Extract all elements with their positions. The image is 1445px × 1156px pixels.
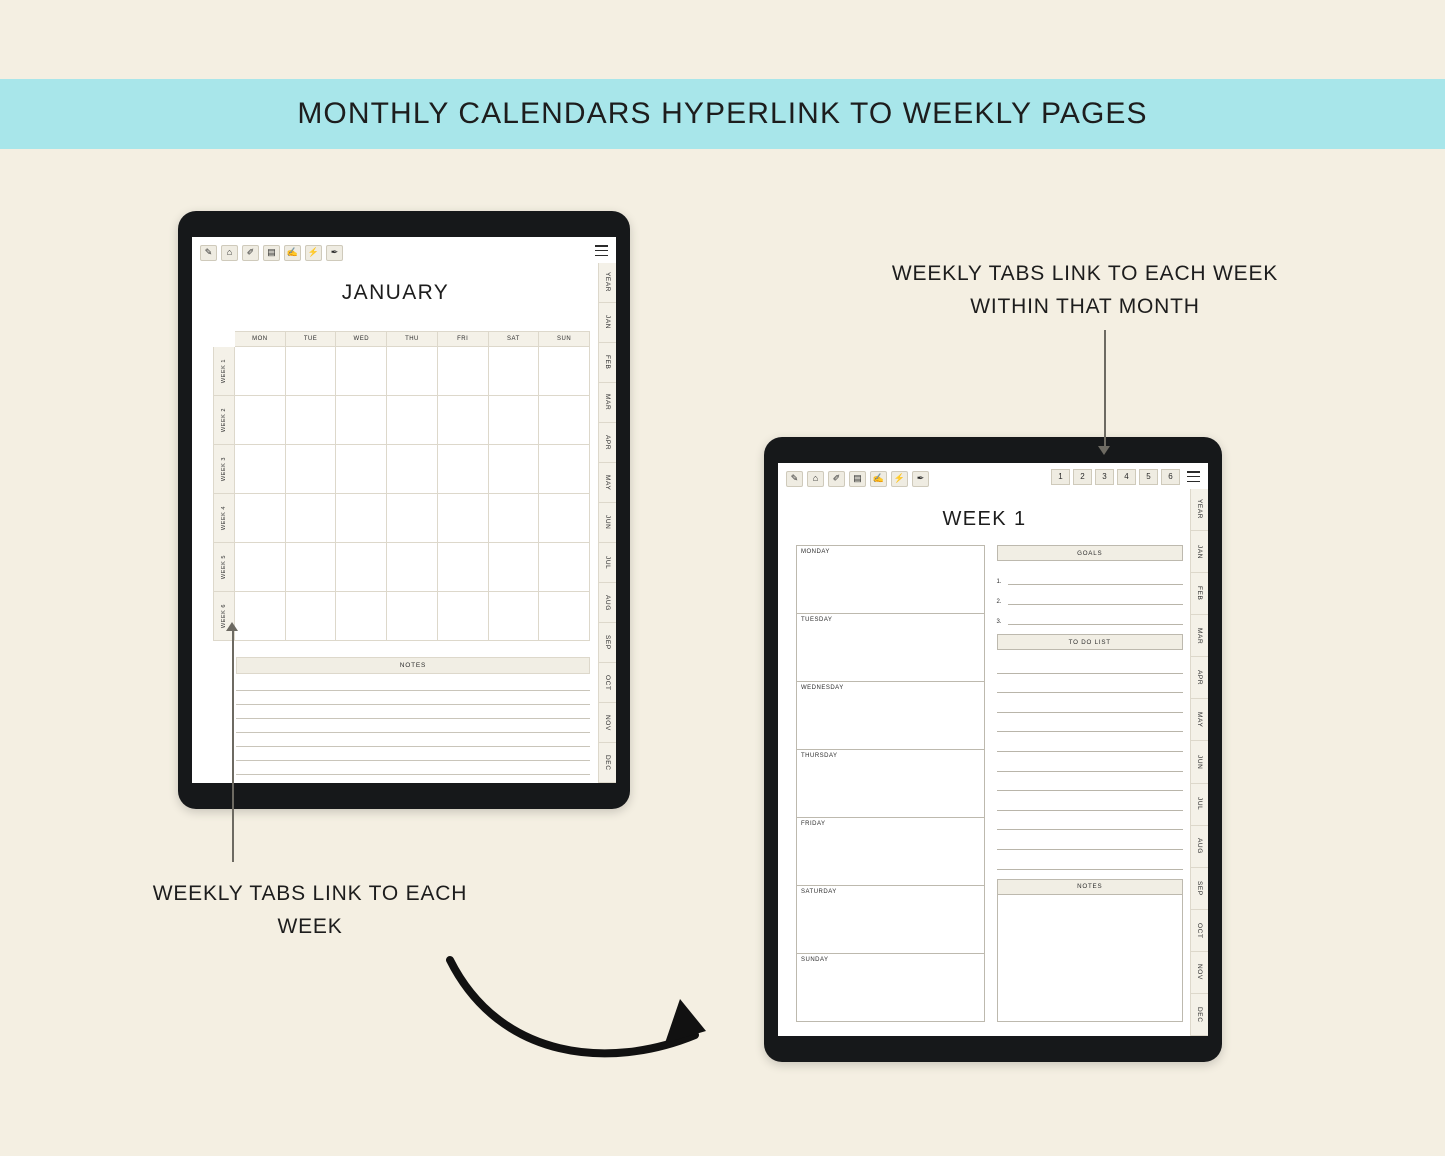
- calendar-cell[interactable]: [235, 592, 286, 641]
- calendar-cell[interactable]: [438, 396, 489, 445]
- dow-wed: WED: [336, 331, 387, 347]
- calendar-cell[interactable]: [438, 494, 489, 543]
- week-number-tabs: [1051, 469, 1180, 485]
- month-tab-year[interactable]: [599, 263, 616, 303]
- goal-rule[interactable]: [1008, 584, 1184, 585]
- todo-list: [997, 654, 1184, 870]
- day-box-saturday[interactable]: [797, 886, 984, 954]
- month-tab-aug[interactable]: [1191, 826, 1208, 868]
- month-tab-label: DEC: [604, 754, 611, 771]
- month-tab-jul[interactable]: [599, 543, 616, 583]
- todo-line[interactable]: [997, 693, 1184, 713]
- edit-icon[interactable]: ✍: [870, 471, 887, 487]
- week-tab-3[interactable]: [213, 445, 235, 494]
- month-tab-label: JAN: [1196, 544, 1203, 559]
- calendar-cell[interactable]: [336, 592, 387, 641]
- month-tab-label: APR: [1196, 670, 1203, 686]
- dow-tue: TUE: [286, 331, 337, 347]
- goal-row[interactable]: [997, 585, 1184, 605]
- calendar-corner: [213, 331, 235, 347]
- pen-icon[interactable]: ✐: [828, 471, 845, 487]
- weekly-page-screen: [778, 463, 1208, 1036]
- calendar-cell[interactable]: [336, 396, 387, 445]
- month-tab-nov[interactable]: [1191, 952, 1208, 994]
- page-title: WEEK 1: [942, 508, 1027, 530]
- month-tab-label: YEAR: [604, 272, 611, 293]
- day-box-friday[interactable]: [797, 818, 984, 886]
- month-tab-dec[interactable]: [1191, 994, 1208, 1036]
- calendar-cell[interactable]: [489, 347, 540, 396]
- month-tab-dec[interactable]: [599, 743, 616, 783]
- goal-row[interactable]: [997, 605, 1184, 625]
- calendar-cell[interactable]: [286, 494, 337, 543]
- week-tab-label: WEEK 2: [221, 407, 227, 433]
- goal-number: 3.: [996, 619, 1002, 625]
- calendar-cell[interactable]: [489, 592, 540, 641]
- calendar-cell[interactable]: [387, 445, 438, 494]
- calendar-cell[interactable]: [387, 494, 438, 543]
- calendar-cell[interactable]: [438, 347, 489, 396]
- month-tab-oct[interactable]: [1191, 910, 1208, 952]
- annotation-bottom-text: WEEKLY TABS LINK TO EACH WEEK: [152, 882, 468, 938]
- calendar-cell[interactable]: [489, 445, 540, 494]
- month-tab-strip-weekly: [1190, 489, 1208, 1036]
- monthly-toolbar: [192, 237, 616, 263]
- todo-line[interactable]: [997, 732, 1184, 752]
- weekly-layout: [796, 545, 1183, 1022]
- hamburger-line: [1187, 476, 1200, 478]
- month-tab-apr[interactable]: [1191, 657, 1208, 699]
- calendar-cell[interactable]: [438, 445, 489, 494]
- goals-list: [997, 565, 1184, 625]
- curved-arrow-icon: [440, 955, 730, 1075]
- week-tab-label: WEEK 1: [221, 358, 227, 384]
- month-tab-jan[interactable]: [599, 303, 616, 343]
- day-box-wednesday[interactable]: [797, 682, 984, 750]
- hamburger-line: [595, 255, 608, 257]
- day-label: THURSDAY: [801, 753, 838, 759]
- month-tab-label: MAY: [1196, 712, 1203, 728]
- calendar-cell[interactable]: [387, 543, 438, 592]
- month-tab-may[interactable]: [599, 463, 616, 503]
- todo-line[interactable]: [997, 830, 1184, 850]
- month-tab-aug[interactable]: [599, 583, 616, 623]
- note-line[interactable]: [236, 747, 590, 761]
- hamburger-line: [595, 245, 608, 247]
- month-tab-year[interactable]: [1191, 489, 1208, 531]
- right-column: [997, 545, 1184, 1022]
- month-tab-jan[interactable]: [1191, 531, 1208, 573]
- calendar-cell[interactable]: [336, 347, 387, 396]
- calendar-cell[interactable]: [286, 543, 337, 592]
- goal-number: 2.: [996, 599, 1002, 605]
- day-box-sunday[interactable]: [797, 954, 984, 1021]
- note-line[interactable]: [236, 775, 590, 783]
- week-number-tab-2[interactable]: 2: [1073, 469, 1092, 485]
- calendar-cell[interactable]: [235, 494, 286, 543]
- week-tab-label: WEEK 4: [221, 505, 227, 531]
- goal-rule[interactable]: [1008, 604, 1184, 605]
- spacer: [997, 870, 1184, 879]
- todo-line[interactable]: [997, 713, 1184, 733]
- note-icon[interactable]: ✎: [200, 245, 217, 261]
- month-tab-label: SEP: [604, 635, 611, 650]
- calendar-cell[interactable]: [438, 592, 489, 641]
- week-tab-label: WEEK 5: [221, 554, 227, 580]
- banner-title: MONTHLY CALENDARS HYPERLINK TO WEEKLY PAGES: [297, 97, 1148, 130]
- day-label: SUNDAY: [801, 957, 829, 963]
- todo-line[interactable]: [997, 772, 1184, 792]
- todo-line[interactable]: [997, 850, 1184, 870]
- week-tab-4[interactable]: [213, 494, 235, 543]
- annotation-top-leader-line: [1104, 330, 1106, 448]
- calendar-cell[interactable]: [286, 347, 337, 396]
- highlighter-icon[interactable]: ⚡: [305, 245, 322, 261]
- calendar-cell[interactable]: [387, 347, 438, 396]
- todo-line[interactable]: [997, 811, 1184, 831]
- hamburger-line: [1187, 471, 1200, 473]
- week-number-tab-6[interactable]: 6: [1161, 469, 1180, 485]
- month-tab-mar[interactable]: [599, 383, 616, 423]
- todo-label: TO DO LIST: [997, 634, 1184, 650]
- page-title: JANUARY: [341, 281, 450, 304]
- month-tab-label: FEB: [1196, 586, 1203, 601]
- day-label: TUESDAY: [801, 617, 833, 623]
- calendar-cell[interactable]: [438, 543, 489, 592]
- month-tab-jun[interactable]: [599, 503, 616, 543]
- month-tab-label: MAY: [604, 474, 611, 491]
- day-label: WEDNESDAY: [801, 685, 844, 691]
- goal-number: 1.: [996, 579, 1002, 585]
- annotation-top-arrowhead: [1098, 446, 1110, 455]
- calendar-cell[interactable]: [286, 592, 337, 641]
- calendar-cell[interactable]: [539, 445, 590, 494]
- week-tab-1[interactable]: [213, 347, 235, 396]
- calendar-cell[interactable]: [336, 543, 387, 592]
- note-line[interactable]: [236, 719, 590, 733]
- month-tab-jul[interactable]: [1191, 784, 1208, 826]
- monthly-notes-section: [236, 657, 590, 783]
- calendar-cell[interactable]: [286, 396, 337, 445]
- week-number-tab-5[interactable]: 5: [1139, 469, 1158, 485]
- notes-label: NOTES: [236, 657, 590, 674]
- month-tab-label: JAN: [604, 315, 611, 330]
- week-tab-5[interactable]: [213, 543, 235, 592]
- day-label: SATURDAY: [801, 889, 837, 895]
- month-tab-feb[interactable]: [599, 343, 616, 383]
- month-tab-label: MAR: [604, 394, 611, 411]
- day-label: MONDAY: [801, 549, 830, 555]
- todo-line[interactable]: [997, 752, 1184, 772]
- note-line[interactable]: [236, 761, 590, 775]
- note-line[interactable]: [236, 677, 590, 691]
- month-tab-label: NOV: [1196, 964, 1203, 981]
- calendar-cell[interactable]: [286, 445, 337, 494]
- day-box-tuesday[interactable]: [797, 614, 984, 682]
- calendar-cell[interactable]: [539, 347, 590, 396]
- monthly-calendar: [213, 331, 590, 641]
- home-icon[interactable]: ⌂: [221, 245, 238, 261]
- eraser-icon[interactable]: ▤: [849, 471, 866, 487]
- month-tab-oct[interactable]: [599, 663, 616, 703]
- calendar-cell[interactable]: [489, 543, 540, 592]
- calendar-cell[interactable]: [489, 396, 540, 445]
- header-banner: [0, 79, 1445, 149]
- month-tab-label: FEB: [604, 355, 611, 370]
- week-tab-label: WEEK 3: [221, 456, 227, 482]
- calendar-cell[interactable]: [336, 445, 387, 494]
- marker-icon[interactable]: ✒: [912, 471, 929, 487]
- annotation-bottom-leader-line: [232, 630, 234, 862]
- month-tab-label: AUG: [1196, 838, 1203, 855]
- notes-box[interactable]: [997, 895, 1184, 1022]
- month-tab-label: DEC: [1196, 1006, 1203, 1023]
- month-tab-mar[interactable]: [1191, 615, 1208, 657]
- month-tab-sep[interactable]: [1191, 868, 1208, 910]
- month-tab-label: NOV: [604, 714, 611, 731]
- dow-fri: FRI: [438, 331, 489, 347]
- month-tab-may[interactable]: [1191, 699, 1208, 741]
- calendar-cell[interactable]: [336, 494, 387, 543]
- note-line[interactable]: [236, 705, 590, 719]
- tablet-weekly-device: [764, 437, 1222, 1062]
- calendar-cell[interactable]: [235, 347, 286, 396]
- calendar-cell[interactable]: [539, 494, 590, 543]
- goal-row[interactable]: [997, 565, 1184, 585]
- week-tab-2[interactable]: [213, 396, 235, 445]
- annotation-bottom-arrowhead: [226, 622, 238, 631]
- calendar-cell[interactable]: [235, 396, 286, 445]
- calendar-cell[interactable]: [387, 396, 438, 445]
- hamburger-line: [595, 250, 608, 252]
- dow-mon: MON: [235, 331, 286, 347]
- dow-thu: THU: [387, 331, 438, 347]
- todo-line[interactable]: [997, 791, 1184, 811]
- note-line[interactable]: [236, 691, 590, 705]
- marker-icon[interactable]: ✒: [326, 245, 343, 261]
- calendar-cell[interactable]: [235, 445, 286, 494]
- month-tab-feb[interactable]: [1191, 573, 1208, 615]
- note-icon[interactable]: ✎: [786, 471, 803, 487]
- pen-icon[interactable]: ✐: [242, 245, 259, 261]
- annotation-top-text: WEEKLY TABS LINK TO EACH WEEK WITHIN THAT MONTH: [891, 262, 1279, 318]
- calendar-cell[interactable]: [539, 592, 590, 641]
- todo-line[interactable]: [997, 654, 1184, 674]
- hamburger-line: [1187, 481, 1200, 483]
- highlighter-icon[interactable]: ⚡: [891, 471, 908, 487]
- month-tab-label: MAR: [1196, 627, 1203, 644]
- month-tab-label: SEP: [1196, 880, 1203, 896]
- calendar-body: [213, 347, 590, 641]
- month-tab-label: APR: [604, 434, 611, 451]
- month-tab-label: YEAR: [1196, 499, 1203, 520]
- day-box-thursday[interactable]: [797, 750, 984, 818]
- month-tab-label: OCT: [1196, 922, 1203, 939]
- calendar-cell[interactable]: [387, 592, 438, 641]
- edit-icon[interactable]: ✍: [284, 245, 301, 261]
- home-icon[interactable]: ⌂: [807, 471, 824, 487]
- hamburger-menu-icon[interactable]: [595, 245, 608, 256]
- month-tab-sep[interactable]: [599, 623, 616, 663]
- month-tab-label: JUL: [604, 555, 611, 570]
- day-box-monday[interactable]: [797, 546, 984, 614]
- month-tab-label: AUG: [604, 594, 611, 611]
- week-number-tab-1[interactable]: 1: [1051, 469, 1070, 485]
- notes-lines[interactable]: [236, 677, 590, 783]
- spacer: [997, 625, 1184, 634]
- month-tab-jun[interactable]: [1191, 741, 1208, 783]
- eraser-icon[interactable]: ▤: [263, 245, 280, 261]
- notes-label: NOTES: [997, 879, 1184, 895]
- week-tab-label: WEEK 6: [221, 603, 227, 629]
- calendar-cell[interactable]: [235, 543, 286, 592]
- dow-sun: SUN: [539, 331, 590, 347]
- day-column: [796, 545, 985, 1022]
- calendar-header-row: [213, 331, 590, 347]
- day-label: FRIDAY: [801, 821, 826, 827]
- hamburger-menu-icon[interactable]: [1187, 471, 1200, 482]
- monthly-page-screen: [192, 237, 616, 783]
- todo-line[interactable]: [997, 674, 1184, 694]
- calendar-cell[interactable]: [489, 494, 540, 543]
- calendar-cell[interactable]: [539, 396, 590, 445]
- month-tab-strip-monthly: [598, 263, 616, 783]
- calendar-cell[interactable]: [539, 543, 590, 592]
- month-tab-apr[interactable]: [599, 423, 616, 463]
- month-tab-label: JUN: [604, 515, 611, 530]
- month-tab-nov[interactable]: [599, 703, 616, 743]
- month-tab-label: JUL: [1196, 797, 1203, 811]
- month-tab-label: OCT: [604, 674, 611, 691]
- month-tab-label: JUN: [1196, 754, 1203, 770]
- week-number-tab-4[interactable]: 4: [1117, 469, 1136, 485]
- tablet-monthly-device: [178, 211, 630, 809]
- week-number-tab-3[interactable]: 3: [1095, 469, 1114, 485]
- goals-label: GOALS: [997, 545, 1184, 561]
- note-line[interactable]: [236, 733, 590, 747]
- dow-sat: SAT: [489, 331, 540, 347]
